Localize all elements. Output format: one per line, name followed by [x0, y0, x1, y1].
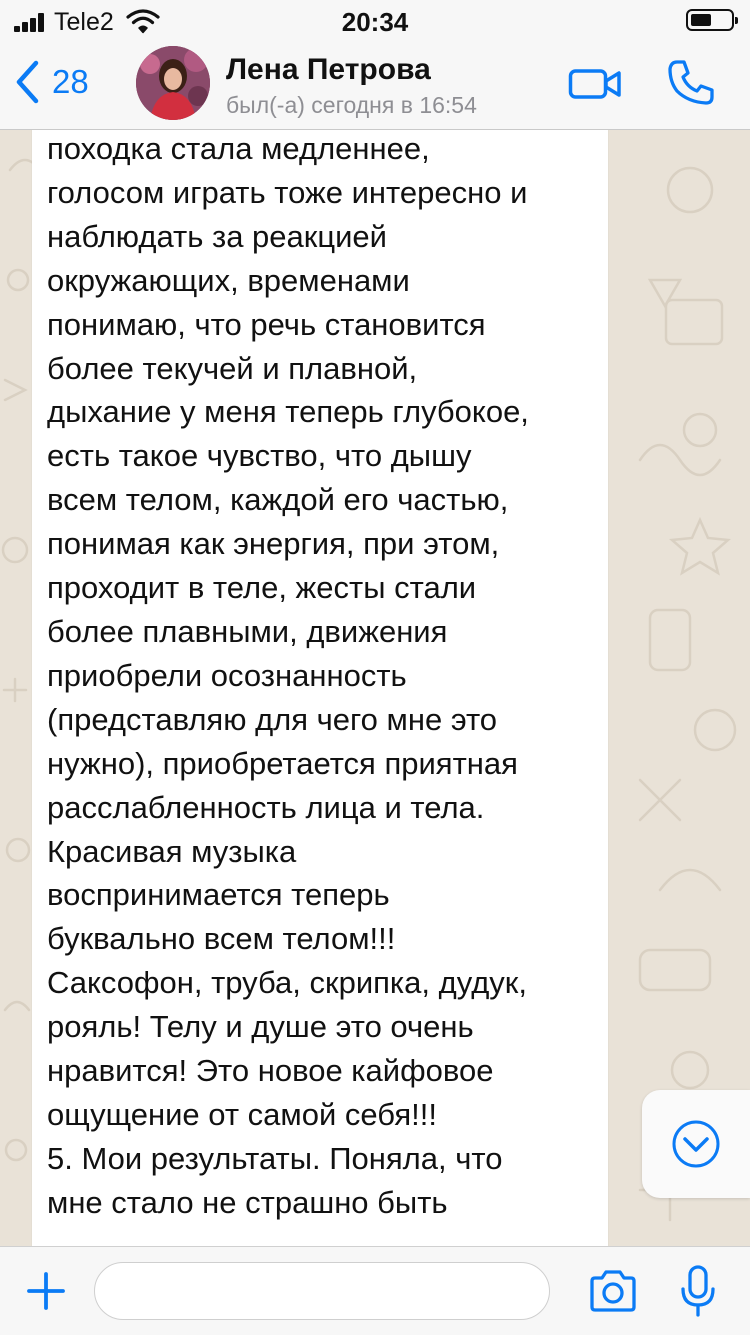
status-bar — [0, 0, 750, 40]
last-seen-status: был(-а) сегодня в 16:54 — [226, 92, 477, 118]
chevron-left-icon — [14, 60, 40, 104]
message-text: походка стала медленнее, голосом играть тоже интересно и наблюдать за реакцией окружающих, временами понимаю, что речь становится более текучей и плавной, дыхание у меня теперь глубокое, есть такое чувство, что дышу всем телом, каждой его частью, понимая как энергия, при этом, проходит в теле, жесты стали более плавными, движения приобрели осознанность (представляю для чего мне это нужно), приобретается приятная расслабленность лица и тела. Красивая музыка воспринимается теперь буквально всем телом!!! Саксофон, труба, скрипка, дудук, рояль! Телу и душе это очень нравится! Это новое кайфовое ощущение от самой себя!!! 5. Мои результаты. Поняла, что мне стало не страшно быть — [47, 131, 529, 1220]
message-input[interactable] — [94, 1262, 550, 1320]
back-button[interactable] — [14, 56, 89, 108]
chat-header — [0, 40, 750, 130]
battery-icon — [686, 9, 734, 31]
scroll-down-button[interactable] — [642, 1090, 750, 1198]
avatar[interactable] — [136, 46, 210, 120]
microphone-icon[interactable] — [680, 1265, 716, 1319]
contact-name[interactable]: Лена Петрова — [226, 53, 431, 86]
plus-icon[interactable] — [26, 1271, 66, 1311]
carrier-name: Tele2 — [54, 8, 114, 36]
unread-count: 28 — [52, 63, 89, 100]
video-camera-icon[interactable] — [568, 66, 622, 102]
message-bubble[interactable] — [32, 130, 608, 1246]
clock: 20:34 — [341, 7, 409, 37]
chat-area[interactable] — [0, 130, 750, 1246]
avatar-photo — [136, 46, 210, 120]
camera-icon[interactable] — [588, 1269, 638, 1313]
input-bar — [0, 1246, 750, 1335]
phone-icon[interactable] — [666, 58, 716, 108]
chevron-down-circle-icon — [671, 1119, 721, 1169]
